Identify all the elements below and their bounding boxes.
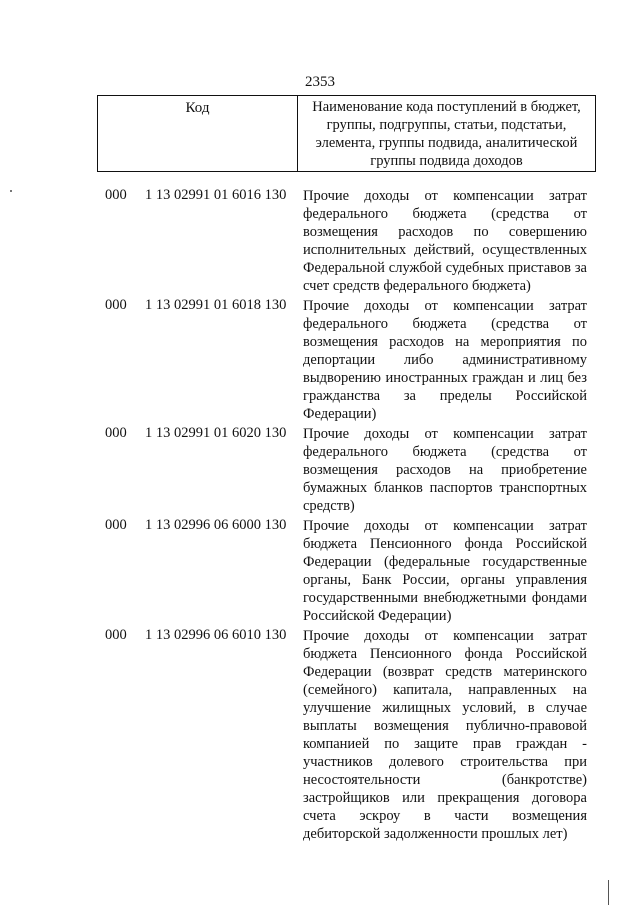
table-row: [0, 627, 640, 843]
income-description: Прочие доходы от компенсации затрат бюджета Пенсионного фонда Российской Федерации (федеральные государственные органы, Банк России, органы управления государственными внебюджетными фондами Российской Федерации): [303, 518, 587, 624]
table-row: [0, 297, 640, 423]
admin-code: 000: [105, 425, 127, 441]
income-description: Прочие доходы от компенсации затрат федерального бюджета (средства от возмещения расходов по совершению исполнительных действий, осуществленных Федеральной службой судебных приставов за счет средств федерального бюджета): [303, 188, 587, 294]
income-code: 1 13 02991 01 6018 130: [145, 297, 287, 313]
admin-code: 000: [105, 297, 127, 313]
table-row: [0, 425, 640, 515]
income-code: 1 13 02996 06 6000 130: [145, 517, 287, 533]
income-description: Прочие доходы от компенсации затрат федерального бюджета (средства от возмещения расходов на приобретение бумажных бланков паспортов транспортных средств): [303, 426, 587, 514]
table-header: [97, 95, 596, 172]
scan-edge-line: [608, 880, 609, 905]
page-number: 2353: [305, 74, 335, 90]
admin-code: 000: [105, 187, 127, 203]
table-row: [0, 187, 640, 295]
income-code: 1 13 02991 01 6020 130: [145, 425, 287, 441]
header-code-label: Код: [98, 96, 298, 171]
income-code-list: [0, 187, 640, 845]
income-code: 1 13 02996 06 6010 130: [145, 627, 287, 643]
header-name-label: Наименование кода поступлений в бюджет, группы, подгруппы, статьи, подстатьи, элемента, группы подвида, аналитической группы подвида доходов: [312, 99, 581, 169]
income-description: Прочие доходы от компенсации затрат федерального бюджета (средства от возмещения расходов на мероприятия по депортации либо административному выдворению иностранных граждан и лиц без гражданства за пределы Российской Федерации): [303, 298, 587, 422]
income-code: 1 13 02991 01 6016 130: [145, 187, 287, 203]
admin-code: 000: [105, 627, 127, 643]
table-row: [0, 517, 640, 625]
income-description: Прочие доходы от компенсации затрат бюджета Пенсионного фонда Российской Федерации (возврат средств материнского (семейного) капитала, направленных на улучшение жилищных условий, в случае выплаты возмещения публично-правовой компанией по защите прав граждан - участников долевого строительства при несостоятельности (банкротстве) застройщиков или прекращения договора счета эскроу в части возмещения дебиторской задолженности прошлых лет): [303, 628, 587, 842]
admin-code: 000: [105, 517, 127, 533]
